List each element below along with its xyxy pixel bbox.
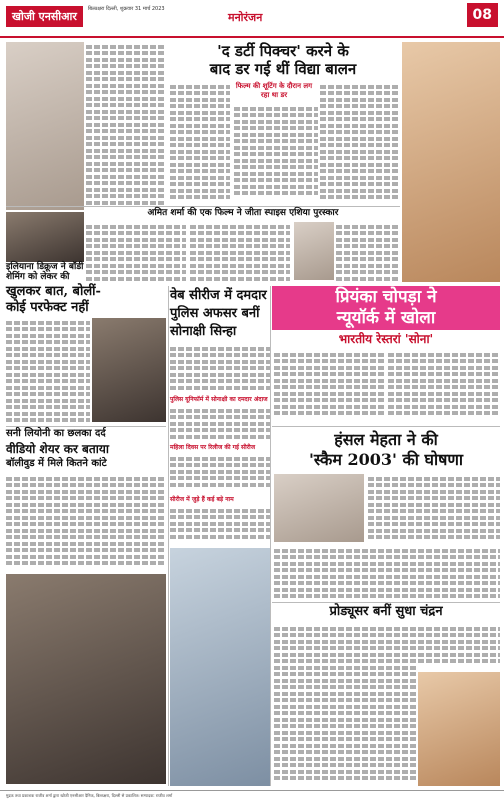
sonakshi-body-text-3 (170, 454, 270, 494)
divider (272, 426, 500, 427)
vidya-headline-line1: 'द डर्टी पिक्चर' करने के (217, 42, 349, 60)
divider (6, 206, 400, 207)
divider (272, 602, 500, 603)
sonakshi-subheading-3: सीरीज में जुड़े हैं कई बड़े नाम (170, 496, 234, 503)
vidya-headline-line2: बाद डर गई थीं विद्या बालन (209, 60, 357, 78)
priyanka-headline-line3: भारतीय रेस्तरां 'सोना' (338, 332, 434, 346)
amit-sharma-headline: अमित शर्मा की एक फिल्म ने जीता स्पाइस एशिया पुरस्कार (147, 208, 339, 218)
ileana-dcruz-photo (6, 212, 84, 262)
divider (6, 426, 166, 427)
ileana-headline-line3: खुलकर बात, बोलीं- (6, 284, 101, 299)
priyanka-headline-line1: प्रियंका चोपड़ा ने (335, 287, 437, 307)
divider (270, 286, 271, 786)
amit-sharma-photo (294, 222, 334, 280)
hansal-body-text-1 (368, 474, 500, 544)
ileana-headline-line2: शेमिंग को लेकर की (6, 272, 70, 282)
priyanka-body-text-2 (388, 350, 500, 420)
sudha-headline: प्रोड्यूसर बनीं सुधा चंद्रन (329, 604, 443, 619)
section-title: मनोरंजन (228, 11, 263, 24)
ileana-body-text (6, 318, 90, 422)
newspaper-logo: खोजी एनसीआर (6, 6, 83, 27)
vidya-subheading: फिल्म की शूटिंग के दौरान लग रहा था डर (235, 82, 313, 99)
vidya-body-text-left (170, 82, 230, 200)
sunny-headline-line1: सनी लियोनी का छलका दर्द (6, 428, 106, 439)
sunny-headline-line3: बॉलीवुड में मिले कितने कांटे (6, 458, 107, 469)
vidya-column-text (86, 42, 166, 210)
priyanka-headline-banner (272, 286, 500, 330)
sonakshi-body-text-1 (170, 344, 270, 394)
hansal-headline-line1: हंसल मेहता ने की (334, 430, 438, 449)
priyanka-headline-line2: न्यूयॉर्क में खोला (336, 308, 436, 328)
issue-date: बिल्ठक्षरा दिल्ली, शुक्रवार 31 मार्च 2023 (88, 6, 165, 12)
sonakshi-subheading-1: पुलिस यूनिफॉर्म में सोनाक्षी का दमदार अंदाज (170, 396, 268, 403)
priyanka-body-text-1 (274, 350, 384, 420)
sonakshi-sinha-police-photo (170, 548, 270, 786)
sonakshi-headline-line3: सोनाक्षी सिन्हा (170, 324, 237, 339)
amit-body-text-2 (190, 222, 290, 282)
sonakshi-headline-line1: वेब सीरीज में दमदार (170, 288, 267, 303)
printer-line: मुद्रक तथा प्रकाशक राजीव शर्मा द्वारा खोजी एनसीआर दैनिक, बिल्ठक्षरा, दिल्ली से प्रकाशित। सम्पादक: राजीव शर्मा (0, 790, 504, 800)
sonakshi-subheading-2: महिला दिवस पर रिलीज की गई सीरीज (170, 444, 256, 451)
sunny-body-text (6, 474, 166, 570)
sudha-body-text-3 (418, 624, 500, 668)
amit-body-text-3 (336, 222, 400, 282)
sudha-chandran-photo (418, 672, 500, 786)
ileana-second-photo (92, 318, 166, 422)
vidya-body-text-mid (234, 104, 318, 200)
masthead (0, 0, 504, 38)
sudha-body-text-1 (274, 624, 344, 786)
sudha-body-text-2 (346, 624, 416, 786)
sonakshi-headline-line2: पुलिस अफसर बनीं (170, 306, 260, 321)
priyanka-intro-text (320, 82, 400, 200)
sonakshi-body-text-2 (170, 406, 270, 442)
sunny-headline-line2: वीडियो शेयर कर बताया (6, 442, 109, 456)
vidya-balan-photo (6, 42, 84, 210)
hansal-mehta-photo (274, 474, 364, 542)
hansal-body-text-2 (274, 546, 500, 602)
divider (168, 286, 169, 786)
sunny-leone-photo (6, 574, 166, 784)
ileana-headline-line1: इलियाना डिक्रूज ने बॉडी (6, 262, 84, 272)
page-number: 08 (467, 3, 498, 27)
hansal-headline-line2: 'स्कैम 2003' की घोषणा (308, 450, 464, 469)
sonakshi-body-text-4 (170, 506, 270, 546)
priyanka-chopra-photo (402, 42, 500, 282)
ileana-headline-line4: कोई परफेक्ट नहीं (6, 300, 89, 315)
